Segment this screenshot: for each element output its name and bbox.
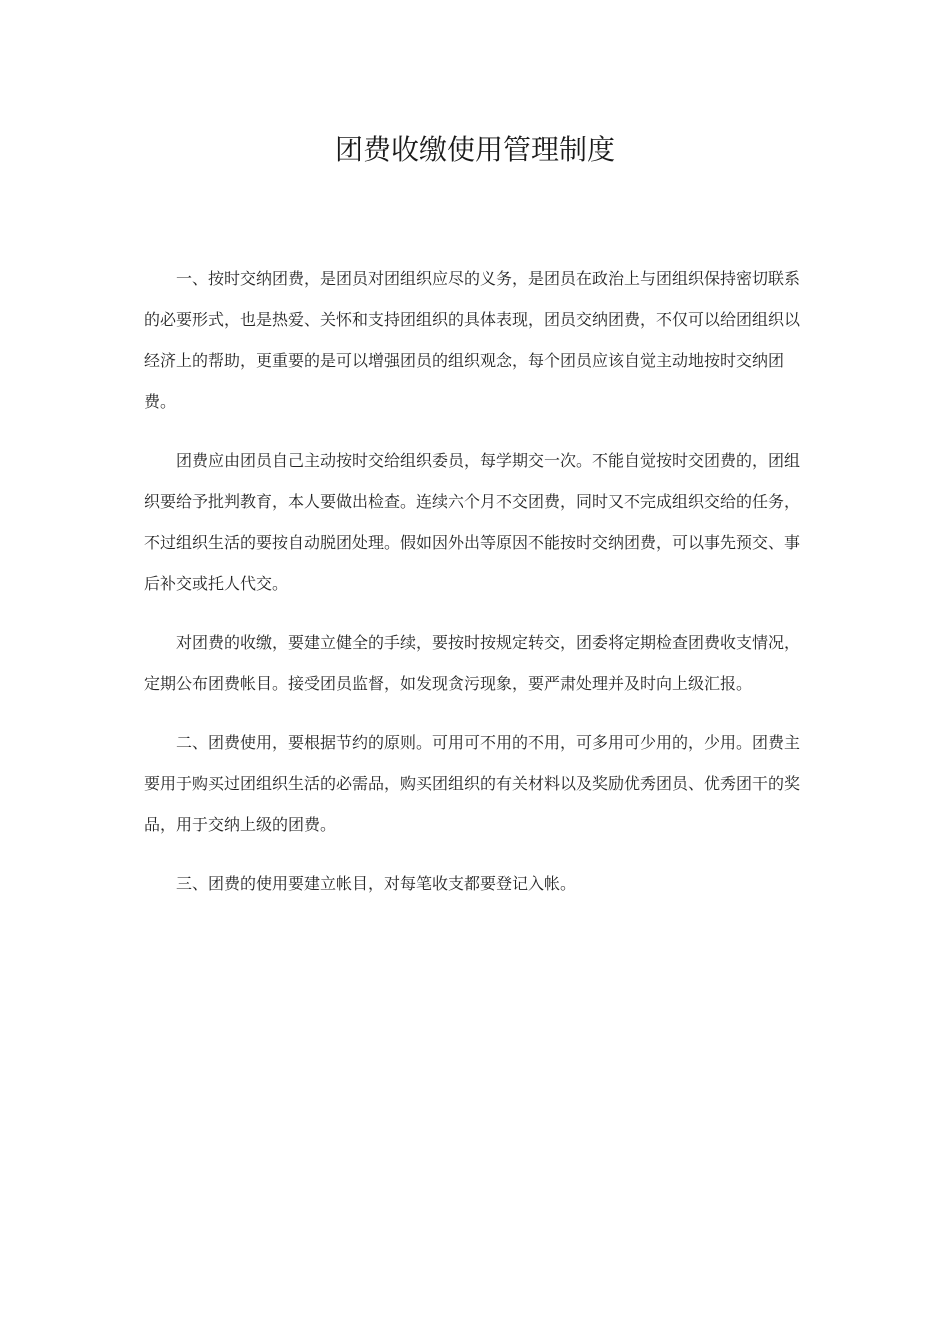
paragraph-3: 对团费的收缴，要建立健全的手续，要按时按规定转交，团委将定期检查团费收支情况，定期公布团费帐目。接受团员监督，如发现贪污现象，要严肃处理并及时向上级汇报。 [144, 633, 801, 693]
paragraph-1: 一、按时交纳团费，是团员对团组织应尽的义务，是团员在政治上与团组织保持密切联系的必要形式，也是热爱、关怀和支持团组织的具体表现，团员交纳团费，不仅可以给团组织以经济上的帮助，更重要的是可以增强团员的组织观念，每个团员应该自觉主动地按时交纳团费。 [144, 269, 801, 411]
paragraph-2: 团费应由团员自己主动按时交给组织委员，每学期交一次。不能自觉按时交团费的，团组织要给予批判教育，本人要做出检查。连续六个月不交团费，同时又不完成组织交给的任务，不过组织生活的要按自动脱团处理。假如因外出等原因不能按时交纳团费，可以事先预交、事后补交或托人代交。 [144, 451, 801, 593]
paragraph-4: 二、团费使用，要根据节约的原则。可用可不用的不用，可多用可少用的，少用。团费主要用于购买过团组织生活的必需品，购买团组织的有关材料以及奖励优秀团员、优秀团干的奖品，用于交纳上级的团费。 [144, 733, 801, 834]
paragraph-5: 三、团费的使用要建立帐目，对每笔收支都要登记入帐。 [176, 874, 577, 893]
document-title: 团费收缴使用管理制度 [334, 133, 615, 166]
document-body [144, 258, 812, 922]
